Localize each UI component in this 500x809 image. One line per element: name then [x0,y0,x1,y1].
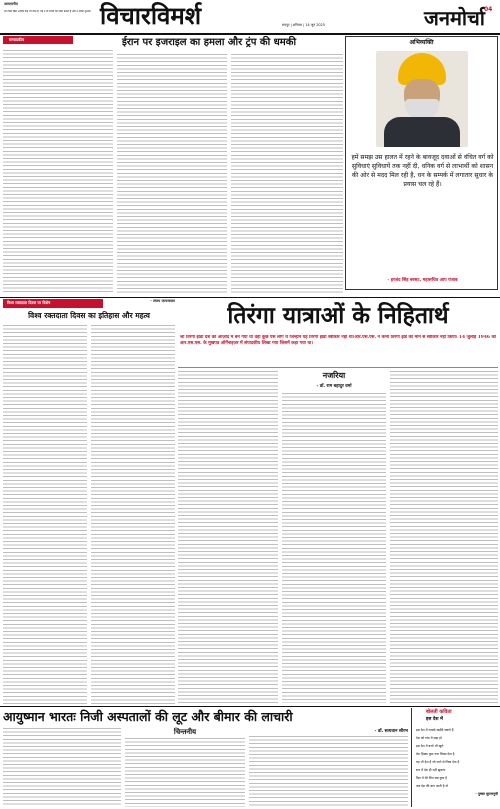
poem-line: दिल में मेरे लिए सब कुछ है [416,776,447,780]
editorial-section [3,36,343,296]
beard-shape [405,99,439,119]
vishwa-label: विश्व रक्तदाता दिवस पर विशेष [3,299,103,308]
section-divider-2 [0,706,500,707]
editorial-body-col-2 [117,54,227,294]
poem-line: देश को गांव में सड़ा हो [416,736,442,740]
masthead-rule [0,33,500,35]
poem-line: मेरा हिस्सा कुछ नया लिखा देता है [416,752,455,756]
abhivyakti-quote: हमें समझ उस हालत में रहने के बावजूद दवाओं से वंचित वर्ग को सुविधाएं सुविधायें तक नहीं दी, धनिक वर्ग से लाभार्थी को शासन की ओर से मदद मिल रही है, धन के सम्पर्क में लगातार सुधार के प्रयास चल रहे हैं। [351,154,494,188]
tiranga-section [178,299,498,704]
editorial-body-col-3 [231,54,343,294]
editorial-label: सम्पादकीय [3,36,73,44]
ayushman-section [3,708,408,807]
section-divider-1 [0,297,500,298]
poem-lines [416,726,498,806]
ayushman-body-col-2 [125,738,245,807]
page-number: 04 [484,6,493,13]
ayushman-body-col-1 [3,728,121,807]
poem-title: इस देश में [426,717,443,722]
date-line: रायपुर | शनिवार | 14 जून 2025 [282,23,325,27]
tiranga-byline: - डॉ. राम बहादुर वर्मा [316,384,352,389]
ayushman-byline: - डॉ. सत्यवान सौरभ [374,729,408,734]
section-title: विचारविमर्श [100,2,202,30]
vishwa-body-col-2 [91,325,175,704]
masthead-quote: जो दोस्त बिना आपके कह भी जाते हैं, वह न तो सच्चा को दोस्त बनाते है और न सच्चा दुश्मन! [4,10,92,13]
tiranga-intro-rule [178,367,498,368]
editorial-body-col-1 [3,50,113,294]
ayushman-headline: आयुष्मान भारतः निजी अस्पतालों की लूट और बीमार की लाचारी [3,709,293,724]
paper-name: जनमोर्चा [424,6,485,30]
nazariya-label: नजरिया [322,371,346,380]
poem-box [411,708,498,807]
poem-label: बोलती कविता [426,709,452,715]
vishwa-body-col-1 [3,325,87,704]
poem-line: इस देश में बच्चे भी खुले [416,744,444,748]
abhivyakti-label: अभिव्यक्ति [409,39,434,46]
editorial-headline: ईरान पर इजराइल का हमला और ट्रंप की धमकी [121,37,297,48]
tiranga-body-col-2 [282,393,386,703]
tiranga-body-col-3 [390,371,498,703]
vishwa-headline: विश्व रक्तदाता दिवस का इतिहास और महत्व [28,311,150,320]
poem-line: यह भी देश है जो जाने से लिख देता है [416,760,460,764]
masthead-tagline: अतएवनीय [4,2,18,6]
chintaniya-label: चिन्तनीय [173,728,197,736]
vishwa-byline: - संजय जायसवाल [150,299,175,303]
tiranga-intro: जो तिरंगा झंडा देश की आज़ाद में बन गया था वहां कुछ ऐसे लोग थे जिन्होंने यह तिरंगा झंडा स्वीकार नहीं था।आर.एस.एस. ने कभी तिरंगा झंडे को मान से स्वीकार नहीं किया। 14 जुलाई 1946 को आर.एस.एस. के मुखपत्र ऑर्गेनाइज़र में संपादकीय लिखा गया जिसमें कहा गया था। [180,335,496,346]
poem-line: जब देश की बात आती है तो [416,784,449,788]
poem-author: - पुष्कर सुमनानुमी [475,792,498,796]
author-photo [376,51,468,147]
abhivyakti-author: - हरजंद सिंह बरसट, महासचिव आप पंजाब [387,278,458,283]
poem-line: सच में देश ही नहीं झुकता [416,768,446,772]
vishwa-section [3,299,175,704]
coat-shape [384,117,460,147]
abhivyakti-box [345,36,498,290]
tiranga-body-col-1 [178,371,278,703]
ayushman-body-col-3 [249,736,408,807]
poem-line: इस देश में नाबांदे खड़ीदें सकते हैं [416,728,454,732]
tiranga-headline: तिरंगा यात्राओं के निहितार्थ [227,303,449,329]
